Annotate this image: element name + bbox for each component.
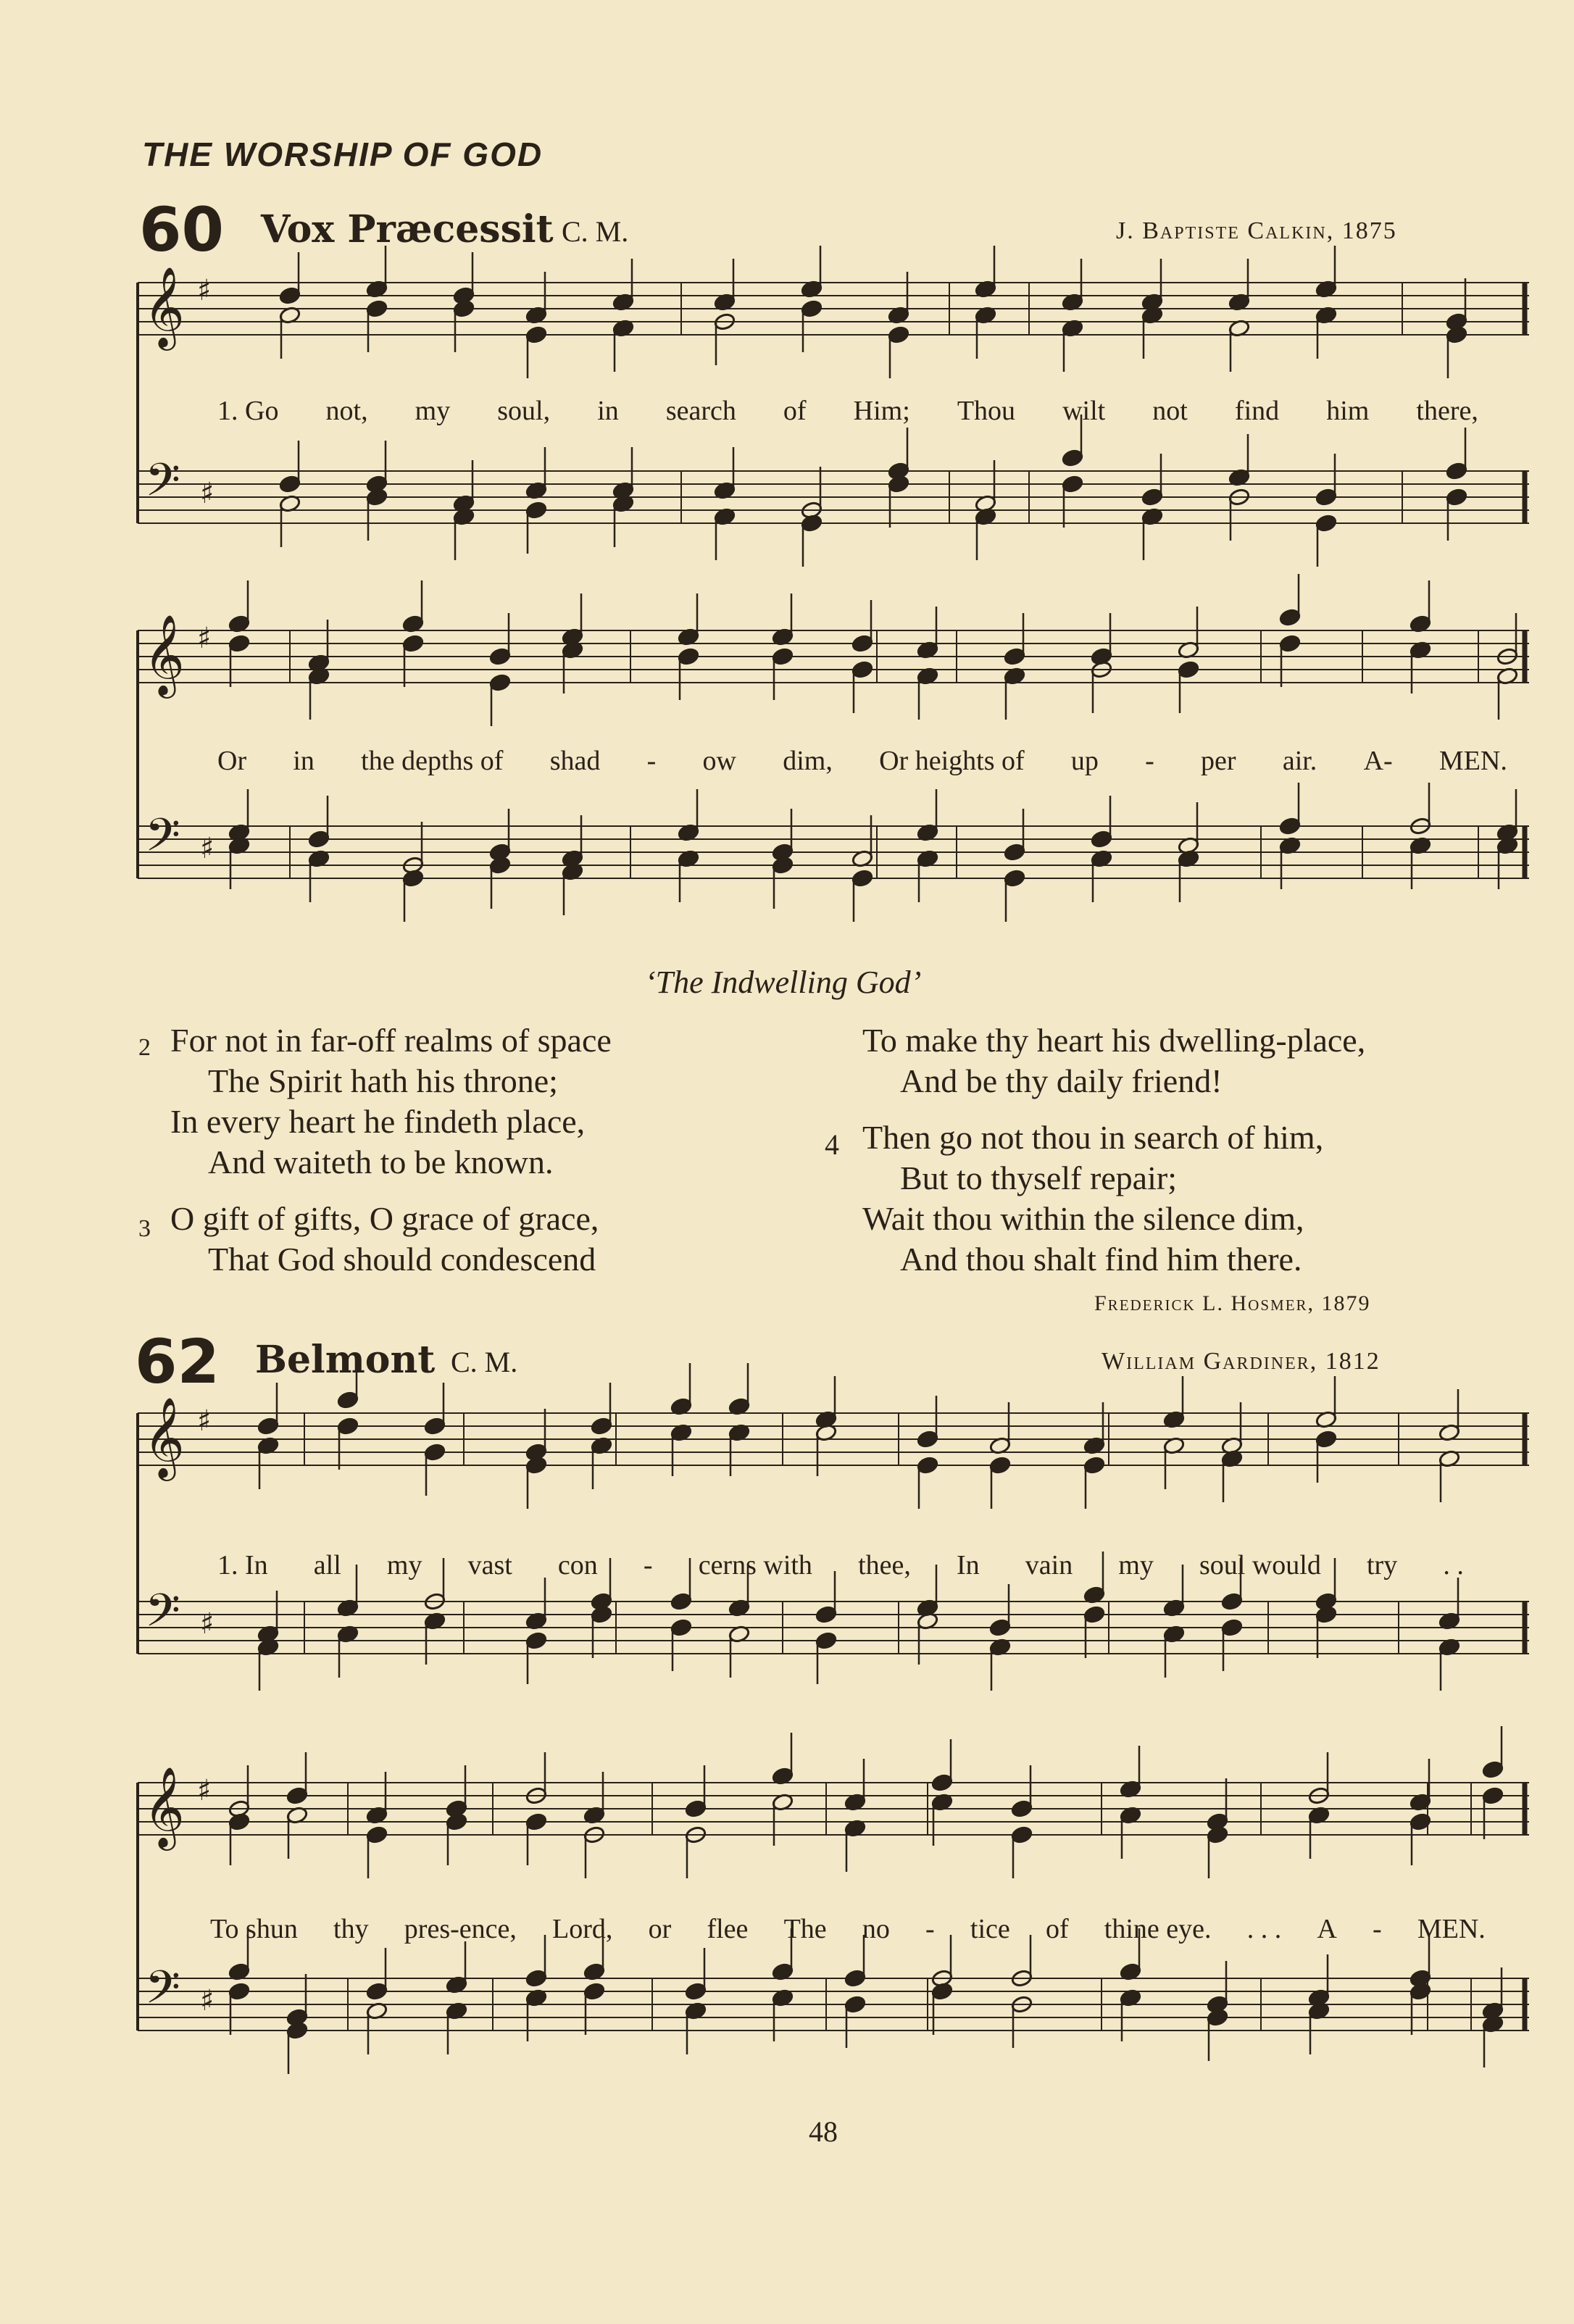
notehead <box>815 1605 838 1624</box>
verse-number: 4 <box>825 1128 839 1161</box>
lyric-syllable: vain <box>1025 1550 1073 1580</box>
notehead <box>525 1969 548 1988</box>
bass-clef-icon: 𝄢 <box>145 1583 180 1648</box>
verse-line: The Spirit hath his throne; <box>208 1062 558 1099</box>
notehead <box>337 1417 359 1436</box>
notehead <box>844 1969 867 1988</box>
notehead <box>489 843 512 862</box>
lyric-syllable: To shun <box>210 1914 298 1944</box>
notehead <box>591 1417 613 1436</box>
notehead <box>228 1982 251 2001</box>
lyric-syllable: of <box>1045 1914 1069 1944</box>
lyric-syllable: - <box>925 1914 935 1944</box>
meter-60: C. M. <box>562 215 629 248</box>
verse-4 <box>825 1117 1365 1280</box>
notehead <box>851 634 874 653</box>
hymn-number-62: 62 <box>135 1326 220 1397</box>
lyric-syllable: my <box>1118 1550 1154 1580</box>
lyric-syllable: of <box>783 396 807 426</box>
lyric-line-60-1 <box>217 395 1478 427</box>
notehead <box>1207 1995 1229 2014</box>
lyric-syllable: Him; <box>853 396 910 426</box>
notehead <box>286 1786 309 1805</box>
notehead <box>453 286 475 305</box>
lyric-syllable: Thou <box>957 396 1016 426</box>
lyric-syllable: ow <box>702 746 736 776</box>
notehead <box>1004 869 1026 888</box>
notehead <box>1178 660 1200 679</box>
lyric-syllable: the depths of <box>361 746 504 776</box>
notehead <box>670 1618 693 1637</box>
treble-clef-icon: 𝄞 <box>143 1766 185 1847</box>
lyric-syllable: soul would <box>1199 1550 1321 1580</box>
lyric-line-60-2 <box>217 745 1507 777</box>
lyric-syllable: all <box>313 1550 341 1580</box>
lyric-line-62-2 <box>210 1913 1486 1945</box>
lyric-syllable: 1. Go <box>217 396 279 426</box>
notehead <box>1279 608 1302 627</box>
notehead <box>851 660 874 679</box>
notehead <box>1083 1456 1106 1475</box>
lyric-syllable: - <box>1373 1914 1382 1944</box>
notehead <box>424 1443 446 1462</box>
notehead <box>525 1631 548 1650</box>
lyric-syllable: search <box>665 396 736 426</box>
lyric-syllable: Or <box>217 746 247 776</box>
notehead <box>1315 488 1338 507</box>
notehead <box>1091 647 1113 666</box>
notehead <box>525 1443 548 1462</box>
notehead <box>917 1430 939 1449</box>
lyric-syllable: cerns with <box>698 1550 812 1580</box>
lyric-syllable: Or heights of <box>879 746 1025 776</box>
lyric-syllable: him <box>1326 396 1370 426</box>
notehead <box>228 634 251 653</box>
notehead <box>366 1825 388 1844</box>
verses-left <box>138 1020 612 1280</box>
notehead <box>1315 1592 1338 1611</box>
verses-right <box>825 1020 1366 1280</box>
notehead <box>366 1982 388 2001</box>
sharp-icon: ♯ <box>200 1984 215 2017</box>
notehead <box>402 634 425 653</box>
verse-2 <box>138 1020 612 1183</box>
lyric-syllable: con <box>557 1550 598 1580</box>
lyric-syllable: not <box>1152 396 1188 426</box>
composer-62: William Gardiner, 1812 <box>1102 1348 1381 1375</box>
notehead <box>489 673 512 692</box>
notehead <box>1221 1618 1244 1637</box>
composer-60: J. Baptiste Calkin, 1875 <box>1116 217 1397 244</box>
notehead <box>1446 462 1468 480</box>
lyric-syllable: 1. In <box>217 1550 268 1580</box>
notehead <box>279 475 301 493</box>
treble-clef-icon: 𝄞 <box>143 614 185 695</box>
notehead <box>1004 843 1026 862</box>
notehead <box>1091 830 1113 849</box>
lyric-syllable: there, <box>1416 396 1478 426</box>
lyric-syllable: up <box>1070 746 1099 776</box>
notehead <box>670 1592 693 1611</box>
notehead <box>801 299 823 318</box>
verse-line: And waiteth to be known. <box>208 1144 554 1180</box>
lyric-syllable: in <box>597 396 619 426</box>
bass-clef-icon: 𝄢 <box>145 808 180 872</box>
notehead <box>1011 1799 1033 1818</box>
notehead <box>815 1631 838 1650</box>
lyric-syllable: shad <box>549 746 601 776</box>
verse-number: 3 <box>138 1215 151 1242</box>
tune-name-60: Vox Præcessit <box>261 207 554 251</box>
lyric-syllable: wilt <box>1062 396 1106 426</box>
notehead <box>525 1812 548 1831</box>
verse-line: For not in far-off realms of space <box>170 1022 612 1059</box>
lyric-syllable: pres-ence, <box>404 1914 517 1944</box>
notehead <box>1446 312 1468 331</box>
section-heading: THE WORSHIP OF GOD <box>142 136 544 173</box>
verse-line: That God should condescend <box>208 1241 596 1278</box>
notehead <box>772 843 794 862</box>
verse-line: To make thy heart his dwelling-place, <box>862 1022 1366 1059</box>
lyric-syllable: not, <box>325 396 368 426</box>
notehead <box>1221 1592 1244 1611</box>
notehead <box>1062 475 1084 493</box>
notehead <box>1011 1825 1033 1844</box>
lyric-syllable: air. <box>1282 746 1317 776</box>
notehead <box>591 1592 613 1611</box>
lyric-syllable: In <box>956 1550 980 1580</box>
notehead <box>685 1799 707 1818</box>
notehead <box>1279 817 1302 836</box>
notehead <box>1315 514 1338 533</box>
lyric-syllable: find <box>1234 396 1280 426</box>
notehead <box>1062 449 1084 467</box>
page-number: 48 <box>809 2115 838 2148</box>
notehead <box>1207 1812 1229 1831</box>
lyric-line-62-1 <box>217 1549 1464 1581</box>
notehead <box>1004 647 1026 666</box>
verse-line: And be thy daily friend! <box>900 1062 1223 1099</box>
notehead <box>1482 1760 1504 1779</box>
lyric-syllable: try <box>1367 1550 1398 1580</box>
verse-line: And thou shalt find him there. <box>900 1241 1302 1278</box>
lyric-syllable: . . . <box>1246 1914 1282 1944</box>
lyric-syllable: . . <box>1443 1550 1464 1580</box>
notehead <box>424 1417 446 1436</box>
lyric-syllable: MEN. <box>1438 746 1507 776</box>
lyric-syllable: A <box>1317 1914 1337 1944</box>
notehead <box>772 647 794 666</box>
meter-62: C. M. <box>451 1346 518 1378</box>
lyric-syllable: vast <box>467 1550 512 1580</box>
sharp-icon: ♯ <box>197 622 212 655</box>
sharp-icon: ♯ <box>200 477 215 510</box>
lyric-syllable: The <box>783 1914 827 1944</box>
notehead <box>1446 488 1468 507</box>
bass-clef-icon: 𝄢 <box>145 1960 180 2025</box>
verse-line: In every heart he findeth place, <box>170 1103 586 1140</box>
notehead <box>257 1417 280 1436</box>
notehead <box>446 1799 468 1818</box>
lyric-syllable: or <box>648 1914 672 1944</box>
lyric-syllable: soul, <box>497 396 551 426</box>
treble-clef-icon: 𝄞 <box>143 266 185 347</box>
notehead <box>851 869 874 888</box>
verse-line: Then go not thou in search of him, <box>862 1119 1324 1156</box>
notehead <box>685 1982 707 2001</box>
lyric-syllable: - <box>1145 746 1154 776</box>
verse-line: O gift of gifts, O grace of grace, <box>170 1200 599 1237</box>
hymn-author: Frederick L. Hosmer, 1879 <box>1094 1291 1371 1315</box>
notehead <box>337 1391 359 1409</box>
lyric-syllable: - <box>646 746 657 776</box>
notehead <box>931 1773 954 1792</box>
notehead <box>888 462 910 480</box>
notehead <box>308 830 330 849</box>
notehead <box>366 475 388 493</box>
lyric-syllable: Lord, <box>552 1914 613 1944</box>
notehead <box>989 1456 1012 1475</box>
notehead <box>1279 634 1302 653</box>
lyric-syllable: dim, <box>783 746 833 776</box>
notehead <box>489 647 512 666</box>
lyric-syllable: thee, <box>858 1550 911 1580</box>
lyric-syllable: in <box>293 746 315 776</box>
lyric-syllable: per <box>1201 746 1236 776</box>
lyric-syllable: thy <box>333 1914 369 1944</box>
sharp-icon: ♯ <box>200 832 215 865</box>
notehead <box>525 325 548 344</box>
notehead <box>583 1982 606 2001</box>
tune-name-62: Belmont <box>255 1338 436 1382</box>
notehead <box>279 286 301 305</box>
treble-clef-icon: 𝄞 <box>143 1396 185 1478</box>
lyric-syllable: no <box>862 1914 890 1944</box>
lyric-syllable: flee <box>707 1914 749 1944</box>
lyric-syllable: A- <box>1363 746 1393 776</box>
lyric-syllable: - <box>643 1550 653 1580</box>
lyric-syllable: thine eye. <box>1104 1914 1212 1944</box>
notehead <box>286 2008 309 2027</box>
notehead <box>525 501 548 520</box>
notehead <box>917 1456 939 1475</box>
lyric-syllable: MEN. <box>1417 1914 1486 1944</box>
verse-line: Wait thou within the silence dim, <box>862 1200 1304 1237</box>
lyric-syllable: my <box>415 396 451 426</box>
sharp-icon: ♯ <box>197 1774 212 1807</box>
notehead <box>1141 488 1164 507</box>
notehead <box>1315 1430 1338 1449</box>
notehead <box>888 325 910 344</box>
lyric-syllable: my <box>386 1550 422 1580</box>
bass-clef-icon: 𝄢 <box>145 453 180 517</box>
notehead <box>1083 1605 1106 1624</box>
sharp-icon: ♯ <box>197 1404 212 1438</box>
verse-number: 2 <box>138 1034 151 1061</box>
notehead <box>366 299 388 318</box>
verse-3 <box>138 1199 612 1280</box>
lyric-syllable: tice <box>970 1914 1010 1944</box>
verse-line: But to thyself repair; <box>900 1159 1177 1196</box>
notehead <box>989 1618 1012 1637</box>
notehead <box>1482 1786 1504 1805</box>
notehead <box>844 1995 867 2014</box>
notehead <box>678 647 700 666</box>
sharp-icon: ♯ <box>197 274 212 307</box>
hymn-number-60: 60 <box>139 194 224 265</box>
sharp-icon: ♯ <box>200 1607 215 1641</box>
verse-3-cont <box>862 1020 1365 1101</box>
hymn-subtitle: ‘The Indwelling God’ <box>645 965 922 1000</box>
